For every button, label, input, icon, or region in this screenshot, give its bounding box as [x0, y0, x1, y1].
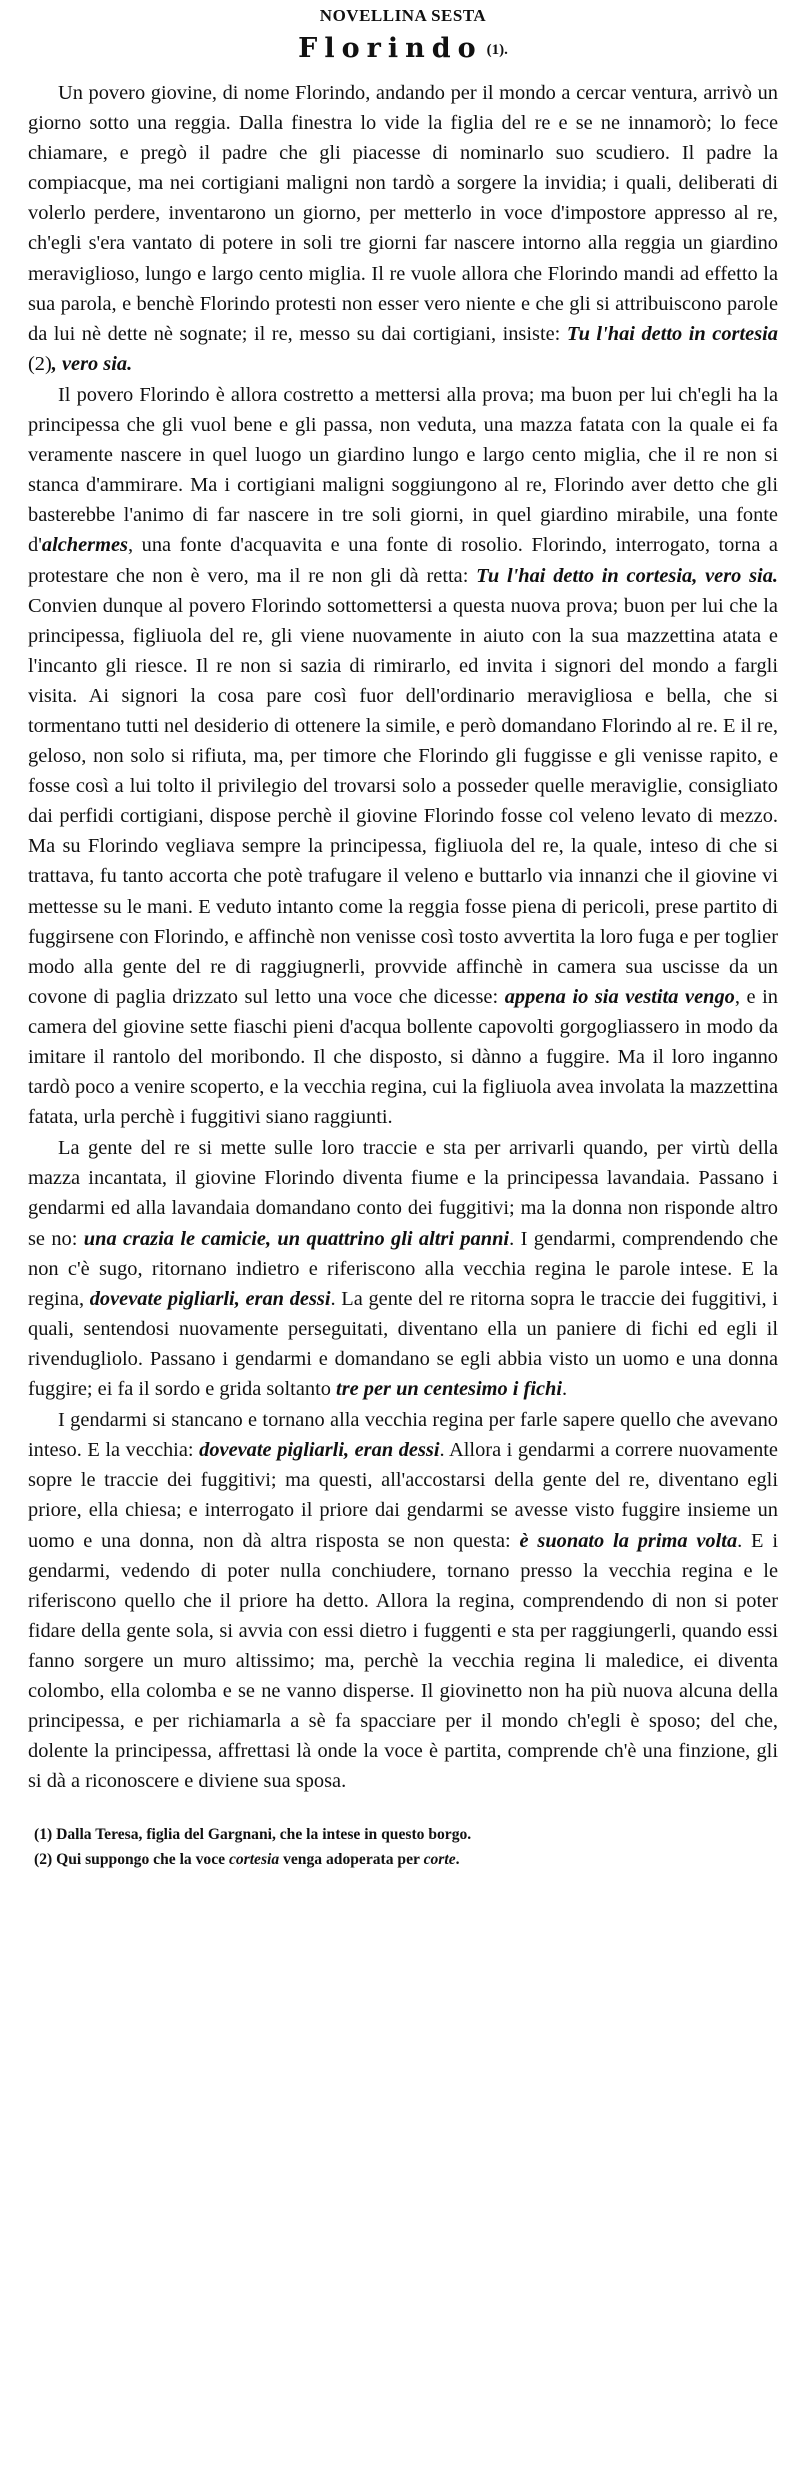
- text-run: Il povero Florindo è allora costretto a mettersi alla prova; ma buon per lui ch'egli ha la principessa che gli vuol bene e gli passa, non veduta, una mazza fatata con la quale ei fa veramente nascere in quel luogo un giardino lungo e largo cento miglia, che il re non si stanca d'ammirare. Ma i cortigiani maligni soggiungono al re, Florindo aver detto che gli basterebbe l'animo di far nascere in tre soli giorni, in quel giardino mirabile, una fonte d': [28, 383, 778, 557]
- story-body: [28, 78, 778, 1796]
- text-run: (2): [28, 352, 52, 375]
- text-run: .: [562, 1378, 568, 1401]
- footnotes: [28, 1822, 778, 1872]
- title-footnote-marker: (1).: [486, 42, 508, 58]
- text-run: . E i gendarmi, vedendo di poter nulla conchiudere, tornano presso la vecchia regina e le riferiscono quello che il priore ha detto. Allora la regina, comprendendo di non si poter fidare della gente sola, si avvia con essi dietro i fuggenti e sta per raggiungerli, quando essi fanno sorgere un muro altissimo; ma, perchè la vecchia regina li maledice, ei diventa colombo, ella colomba e se ne vanno disperse. Il giovinetto non ha più nuova alcuna della principessa, e per richiamarla a sè fa spacciare per il mondo ch'egli è sposo; del che, dolente la principessa, affrettasi là onde la voce è partita, comprende ch'è una finzione, gli si dà a riconoscere e diviene sua sposa.: [28, 1529, 778, 1793]
- text-run: Un povero giovine, di nome Florindo, andando per il mondo a cercar ventura, arrivò un giorno sotto una reggia. Dalla finestra lo vide la figlia del re e se ne innamorò; lo fece chiamare, e pregò il padre che gli piacesse di nominarlo suo scudiero. Il padre la compiacque, ma nei cortigiani maligni non tardò a sorgere la invidia; i quali, deliberati di volerlo perdere, inventarono un giorno, per metterlo in voce d'impostore appresso al re, ch'egli s'era vantato di potere in soli tre giorni far nascere intorno alla reggia un giardino meraviglioso, lungo e largo cento miglia. Il re vuole allora che Florindo mandi ad effetto la sua parola, e benchè Florindo protesti non esser vero niente e che gli si attribuiscono parole da lui nè dette nè sognate; il re, messo su dai cortigiani, insiste:: [28, 82, 778, 345]
- text-run: , e in camera del giovine sette fiaschi pieni d'acqua bollente capovolti gorgogliassero in modo da imitare il rantolo del moribondo. Il che disposto, si dànno a fuggire. Ma il loro inganno tardò poco a venire scoperto, e la vecchia regina, cui la figliuola avea involata la mazzettina fatata, urla perchè i fuggitivi siano raggiunti.: [28, 985, 778, 1129]
- text-run: , una fonte d'acquavita e una fonte di rosolio. Florindo, interrogato, torna a protestare che non è vero, ma il re non gli dà retta:: [28, 534, 778, 587]
- paragraph: [28, 1133, 778, 1404]
- footnote: [28, 1822, 778, 1847]
- text-run: . La gente del re ritorna sopra le traccie dei fuggitivi, i quali, sentendosi nuovamente perseguitati, diventano ella un paniere di fichi ed egli il rivendugliolo. Passano i gendarmi e domandano se egli abbia visto un uomo e una donna fuggire; ei fa il sordo e grida soltanto: [28, 1287, 778, 1401]
- text-run: . Allora i gendarmi a correre nuovamente sopre le traccie dei fuggitivi; ma questi, all'accostarsi della gente del re, diventano egli priore, ella chiesa; e interrogato il priore dai gendarmi se avesse visto fuggire insieme un uomo e una donna, non dà altra risposta se non questa:: [28, 1439, 778, 1552]
- paragraph: [28, 1405, 778, 1796]
- title-line: [28, 34, 778, 68]
- text-run: Convien dunque al povero Florindo sottomettersi a questa nuova prova; buon per lui che la principessa, figliuola del re, gli viene nuovamente in aiuto con la sua mazzettina atata e l'incanto gli riesce. Il re non si sazia di rimirarlo, ed invita i signori del mondo a fargli visita. Ai signori la cosa pare così fuor dell'ordinario meravigliosa e bella, che si tormentano tutti nel desiderio di ottenere la simile, e però domandano Florindo al re. E il re, geloso, non solo si rifiuta, ma, per timore che Florindo gli fuggisse e gli venisse rapito, e fosse così a lui tolto il privilegio del trovarsi solo a posseder quelle meraviglie, consigliato dai perfidi cortigiani, dispose perchè il giovine Florindo fosse col veleno levato di mezzo. Ma su Florindo vegliava sempre la principessa, figliuola del re, la quale, inteso di che si trattava, fu tanto accorta che potè trafugare il veleno e buttarlo via innanzi che il giovine vi mettesse su le mani. E veduto intanto come la reggia fosse piena di pericoli, prese partito di fuggirsene con Florindo, e affinchè non venisse così tosto avvertita la loro fuga e per toglier modo alla gente del re di raggiugnerli, provvide affinchè in camera sua uscisse da un covone di paglia drizzato sul letto una voce che dicesse:: [28, 594, 778, 1008]
- italic-quote: , vero sia.: [51, 352, 133, 375]
- italic-quote: una crazia le camicie, un quattrino gli altri panni: [83, 1227, 510, 1250]
- text-run: (2) Qui suppongo che la voce: [34, 1851, 229, 1869]
- text-run: . I gendarmi, comprendendo che non c'è sugo, ritornano indietro e riferiscono alla vecchia regina le parole intese. E la regina,: [28, 1227, 778, 1310]
- italic-quote: è suonato la prima volta: [519, 1529, 738, 1552]
- italic-quote: Tu l'hai detto in cortesia: [566, 322, 778, 345]
- italic-quote: corte: [423, 1851, 456, 1869]
- text-run: (1) Dalla Teresa, figlia del Gargnani, che la intese in questo borgo.: [34, 1826, 472, 1844]
- paragraph: [28, 78, 778, 379]
- text-run: .: [455, 1851, 460, 1869]
- italic-quote: cortesia: [228, 1851, 280, 1869]
- text-run: La gente del re si mette sulle loro traccie e sta per arrivarli quando, per virtù della mazza incantata, il giovine Florindo diventa fiume e la principessa lavandaia. Passano i gendarmi ed alla lavandaia domandano conto dei fuggitivi; ma la donna non risponde altro se no:: [28, 1137, 778, 1250]
- italic-quote: dovevate pigliarli, eran dessi: [199, 1439, 440, 1462]
- story-title: Florindo: [298, 33, 483, 64]
- text-run: I gendarmi si stancano e tornano alla vecchia regina per farle sapere quello che avevano inteso. E la vecchia:: [28, 1409, 778, 1462]
- running-head: NOVELLINA SESTA: [319, 6, 487, 25]
- text-run: venga adoperata per: [279, 1851, 424, 1869]
- italic-quote: tre per un centesimo i fichi: [336, 1378, 563, 1401]
- italic-quote: appena io sia vestita vengo: [504, 985, 735, 1008]
- paragraph: [28, 380, 778, 1132]
- italic-quote: alchermes: [41, 534, 128, 557]
- italic-quote: Tu l'hai detto in cortesia, vero sia.: [476, 564, 778, 587]
- footnote: [28, 1847, 778, 1872]
- italic-quote: dovevate pigliarli, eran dessi: [89, 1287, 331, 1310]
